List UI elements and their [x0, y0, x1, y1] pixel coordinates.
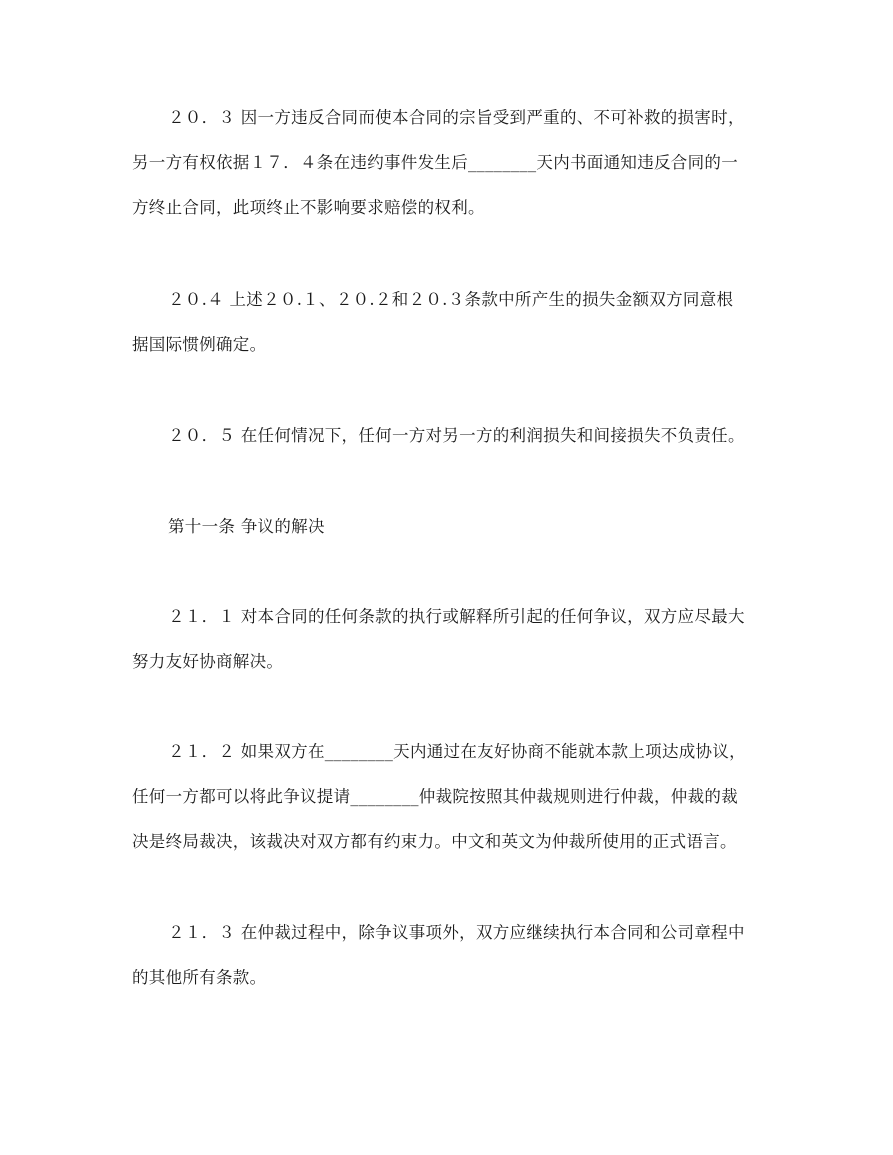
clause-21-3-line-2: 的其他所有条款。 [132, 968, 267, 987]
clause-20-4-line-1: ２０.４ 上述２０.１、２０.２和２０.３条款中所产生的损失金额双方同意根 [168, 290, 734, 309]
article-11-heading: 第十一条 争议的解决 [168, 517, 325, 536]
clause-20-4-line-2: 据国际惯例确定。 [132, 335, 267, 354]
clause-20-3-line-1: ２０．３ 因一方违反合同而使本合同的宗旨受到严重的、不可补救的损害时， [168, 108, 745, 127]
clause-21-2-line-3: 决是终局裁决，该裁决对双方都有约束力。中文和英文为仲裁所使用的正式语言。 [132, 832, 737, 851]
clause-21-1-line-1: ２１．１ 对本合同的任何条款的执行或解释所引起的任何争议，双方应尽最大 [168, 607, 745, 626]
clause-21-2-line-2: 任何一方都可以将此争议提请________仲裁院按照其仲裁规则进行仲裁，仲裁的裁 [132, 787, 738, 806]
clause-21-1-line-2: 努力友好协商解决。 [132, 652, 284, 671]
clause-20-5-line-1: ２０．５ 在任何情况下，任何一方对另一方的利润损失和间接损失不负责任。 [168, 426, 745, 445]
clause-20-3-line-2: 另一方有权依据１７．４条在违约事件发生后________天内书面通知违反合同的一 [132, 153, 738, 172]
clause-21-2-line-1: ２１．２ 如果双方在________天内通过在友好协商不能就本款上项达成协议， [168, 742, 746, 761]
clause-20-3-line-3: 方终止合同，此项终止不影响要求赔偿的权利。 [132, 198, 485, 217]
clause-21-3-line-1: ２１．３ 在仲裁过程中，除争议事项外，双方应继续执行本合同和公司章程中 [168, 923, 745, 942]
